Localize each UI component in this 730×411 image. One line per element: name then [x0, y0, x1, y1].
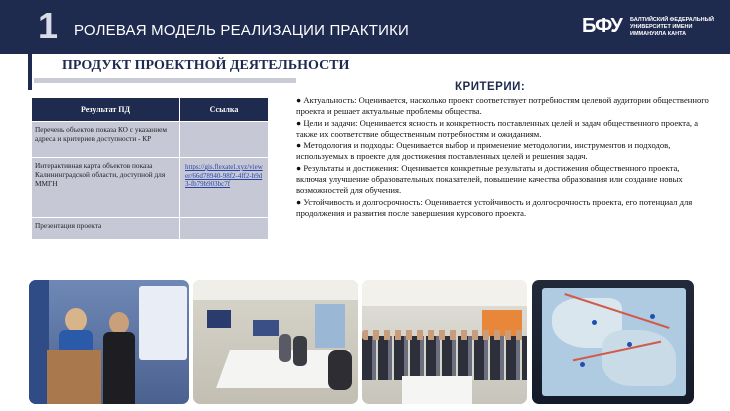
link-cell [180, 122, 269, 158]
map-link[interactable]: https://gis.flexatel.xyz/viewer/66d78940-98f2-4ff2-b9d3-fb79b903bc7f [185, 163, 263, 188]
photo-presentation [29, 280, 189, 404]
photo-group [362, 280, 527, 404]
table-row [32, 158, 269, 218]
slide-header [0, 0, 730, 54]
table-row [32, 122, 269, 158]
criteria-item: ● Устойчивость и долгосрочность: Оценивается устойчивость и долгосрочность проекта, его потенциал для продолжения и развития после завершения курсового проекта. [296, 196, 693, 218]
slide-title: РОЛЕВАЯ МОДЕЛЬ РЕАЛИЗАЦИИ ПРАКТИКИ [74, 22, 410, 39]
column-header-link: Ссылка [180, 98, 269, 122]
criteria-item: ● Методология и подходы: Оценивается выбор и применение методологии, инструментов и подходов, используемых в проекте для достижения поставленных целей и решения задач. [296, 140, 671, 162]
column-header-result: Результат ПД [32, 98, 180, 122]
university-name: БАЛТИЙСКИЙ ФЕДЕРАЛЬНЫЙ УНИВЕРСИТЕТ ИМЕНИ ИММАНУИЛА КАНТА [630, 17, 714, 37]
table-row [32, 218, 269, 240]
result-cell: Перечень объектов показа КО с указанием адреса и критериев доступности - КР [32, 122, 180, 158]
photo-meeting-room [193, 280, 358, 404]
criteria-title: КРИТЕРИИ: [455, 81, 526, 93]
table-header-row [32, 98, 269, 122]
subtitle-accent [28, 54, 32, 90]
section-subtitle: ПРОДУКТ ПРОЕКТНОЙ ДЕЯТЕЛЬНОСТИ [62, 58, 350, 73]
results-table [31, 97, 269, 240]
criteria-item: ● Результаты и достижения: Оценивается конкретные результаты и достижения общественного проекта, включая улучшение образовательных показателей, повышение качества образования или создание новых возможностей для обучения. [296, 162, 683, 196]
result-cell: Презентация проекта [32, 218, 180, 240]
subtitle-underline [34, 78, 296, 83]
university-logo: БФУ [582, 15, 622, 37]
criteria-item: ● Цели и задачи: Оценивается ясность и конкретность поставленных целей и задач общественного проекта, а также их соответствие общественным потребностям и ожиданиям. [296, 117, 699, 139]
result-cell: Интерактивная карта объектов показа Калининградской области, доступной для ММГН [32, 158, 180, 218]
link-cell [180, 158, 269, 218]
criteria-item: ● Актуальность: Оценивается, насколько проект соответствует потребностям целевой аудитории общественного проекта и решает актуальные проблемы общества. [296, 95, 709, 117]
link-cell [180, 218, 269, 240]
photo-interactive-map [532, 280, 694, 404]
slide-number: 1 [38, 5, 59, 46]
criteria-list [296, 95, 710, 219]
